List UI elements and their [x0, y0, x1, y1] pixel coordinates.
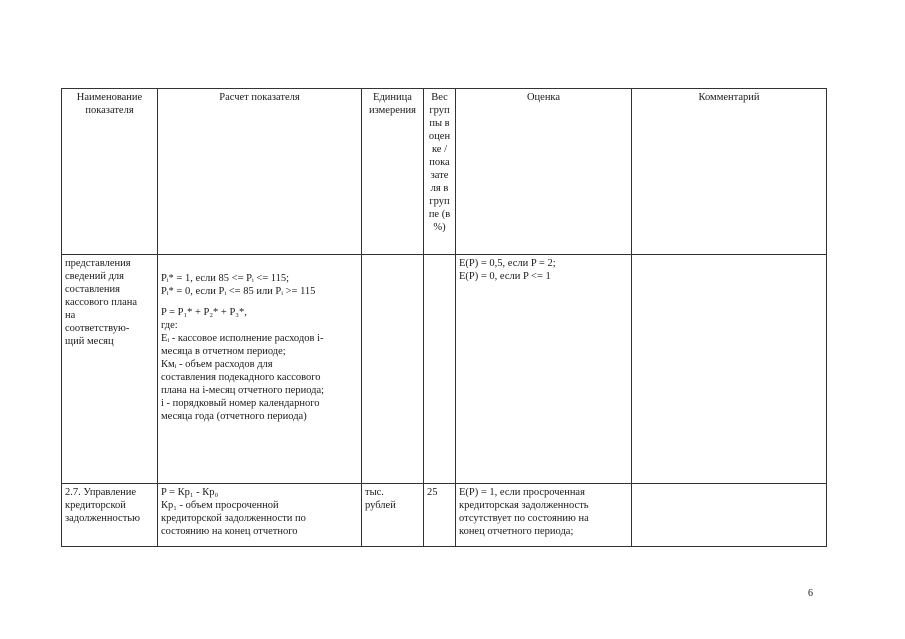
cell-line: Pᵢ* = 0, если Pᵢ <= 85 или Pᵢ >= 115: [161, 286, 316, 297]
cell-line: кредиторская задолженность: [459, 500, 589, 511]
header-weight-line: зате: [430, 170, 449, 181]
header-weight-line: Вес: [431, 92, 448, 103]
spacer: [161, 298, 358, 306]
cell-line: Pᵢ* = 1, если 85 <= Pᵢ <= 115;: [161, 273, 290, 284]
cell-line: Кр₁ - объем просроченной: [161, 500, 279, 511]
header-weight-line: ля в: [430, 183, 449, 194]
table-row: [62, 255, 827, 484]
header-score: Оценка: [456, 89, 632, 255]
header-weight-line: пы в: [429, 118, 450, 129]
row1-score: [456, 255, 632, 484]
row1-weight: [424, 255, 456, 484]
cell-line: тыс.: [365, 487, 384, 498]
cell-line: кассового плана: [65, 297, 138, 308]
cell-line: сведений для: [65, 271, 124, 282]
cell-line: E(P) = 0, если P <= 1: [459, 271, 551, 282]
header-calc: Расчет показателя: [158, 89, 362, 255]
indicator-table: [61, 88, 827, 547]
cell-line: где:: [161, 320, 178, 331]
row2-name: [62, 484, 158, 547]
cell-line: рублей: [365, 500, 396, 511]
cell-line: представления: [65, 258, 131, 269]
cell-line: месяца в отчетном периоде;: [161, 346, 286, 357]
cell-line: плана на i-месяц отчетного периода;: [161, 385, 325, 396]
header-weight-line: %): [433, 222, 446, 233]
cell-line: E(P) = 1, если просроченная: [459, 487, 585, 498]
header-weight-line: груп: [429, 105, 450, 116]
cell-line: на: [65, 310, 76, 321]
cell-line: i - порядковый номер календарного: [161, 398, 320, 409]
row1-unit: [362, 255, 424, 484]
cell-line: конец отчетного периода;: [459, 526, 574, 537]
row1-comment: [632, 255, 827, 484]
header-unit: Единица измерения: [362, 89, 424, 255]
header-row: [62, 89, 827, 255]
cell-line: E(P) = 0,5, если P = 2;: [459, 258, 556, 269]
header-weight-line: груп: [429, 196, 450, 207]
row2-weight: 25: [424, 484, 456, 547]
cell-line: кредиторской: [65, 500, 126, 511]
cell-line: задолженностью: [65, 513, 140, 524]
cell-line: Eᵢ - кассовое исполнение расходов i-: [161, 333, 324, 344]
cell-line: отсутствует по состоянию на: [459, 513, 589, 524]
cell-line: состоянию на конец отчетного: [161, 526, 298, 537]
cell-line: месяца года (отчетного периода): [161, 411, 307, 422]
cell-line: щий месяц: [65, 336, 114, 347]
cell-line: P = P₁* + P₂* + P₃*,: [161, 307, 247, 318]
header-weight-line: оцен: [428, 131, 451, 142]
header-comment: Комментарий: [632, 89, 827, 255]
cell-line: 2.7. Управление: [65, 487, 137, 498]
row2-score: [456, 484, 632, 547]
header-weight-line: ке /: [431, 144, 448, 155]
cell-line: составления: [65, 284, 120, 295]
header-weight-line: пе (в: [428, 209, 451, 220]
cell-line: P = Кр₁ - Кр₀: [161, 487, 219, 498]
cell-line: соответствую-: [65, 323, 130, 334]
row1-calc: [158, 255, 362, 484]
page-number: 6: [808, 588, 813, 599]
header-weight: [424, 89, 456, 255]
row2-comment: [632, 484, 827, 547]
header-weight-line: пока: [429, 157, 450, 168]
cell-line: составления подекадного кассового: [161, 372, 321, 383]
row2-calc: [158, 484, 362, 547]
row1-name: [62, 255, 158, 484]
row2-unit: [362, 484, 424, 547]
cell-line: Кмᵢ - объем расходов для: [161, 359, 273, 370]
cell-line: кредиторской задолженности по: [161, 513, 306, 524]
table-row: [62, 484, 827, 547]
header-name: Наименование показателя: [62, 89, 158, 255]
